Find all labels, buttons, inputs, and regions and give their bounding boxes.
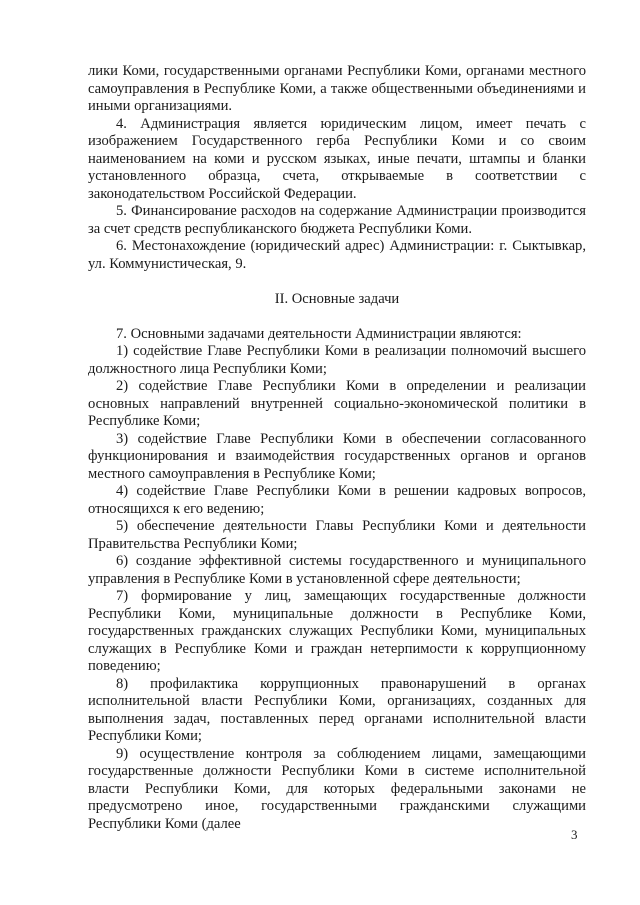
paragraph-continuation: лики Коми, государственными органами Республики Коми, органами местного самоуправления в Республике Коми, а также общественными объединениями и иными организациями. <box>88 63 586 114</box>
task-item-5: 5) обеспечение деятельности Главы Республики Коми и деятельности Правительства Республики Коми; <box>88 518 586 552</box>
task-item-2: 2) содействие Главе Республики Коми в определении и реализации основных направлений внутренней социально-экономической политики в Республике Коми; <box>88 378 586 429</box>
document-page <box>88 63 586 833</box>
task-item-6: 6) создание эффективной системы государственного и муниципального управления в Республике Коми в установленной сфере деятельности; <box>88 553 586 587</box>
task-item-1: 1) содействие Главе Республики Коми в реализации полномочий высшего должностного лица Республики Коми; <box>88 343 586 377</box>
task-item-3: 3) содействие Главе Республики Коми в обеспечении согласованного функционирования и взаимодействия государственных органов и органов местного самоуправления в Республике Коми; <box>88 430 586 482</box>
task-item-7: 7) формирование у лиц, замещающих государственные должности Республики Коми, муниципальные должности в Республике Коми, государственных гражданских служащих Республики Коми, муниципальных служащих в Республике Коми и граждан нетерпимости к коррупционному поведению; <box>88 588 586 674</box>
paragraph-item-6: 6. Местонахождение (юридический адрес) Администрации: г. Сыктывкар, ул. Коммунистическая, 9. <box>88 238 586 272</box>
paragraph-item-4: 4. Администрация является юридическим лицом, имеет печать с изображением Государственного герба Республики Коми и со своим наименованием на коми и русском языках, иные печати, штампы и бланки установленного образца, счета, открываемые в соответствии с законодательством Российской Федерации. <box>88 115 586 202</box>
paragraph-item-7: 7. Основными задачами деятельности Администрации являются: <box>116 325 522 342</box>
paragraph-item-5: 5. Финансирование расходов на содержание Администрации производится за счет средств республиканского бюджета Республики Коми. <box>88 203 586 237</box>
section-heading: II. Основные задачи <box>274 291 400 307</box>
task-item-4: 4) содействие Главе Республики Коми в решении кадровых вопросов, относящихся к его ведению; <box>88 483 586 517</box>
task-item-8: 8) профилактика коррупционных правонарушений в органах исполнительной власти Республики Коми, организациях, созданных для выполнения задач, поставленных перед органами исполнительной власти Республики Коми; <box>88 675 586 744</box>
page-number: 3 <box>571 827 578 842</box>
task-item-9: 9) осуществление контроля за соблюдением лицами, замещающими государственные должности Республики Коми в системе исполнительной власти Республики Коми, для которых федеральными законами не предусмотрено иное, государственными гражданскими служащими Республики Коми (далее <box>88 745 586 832</box>
